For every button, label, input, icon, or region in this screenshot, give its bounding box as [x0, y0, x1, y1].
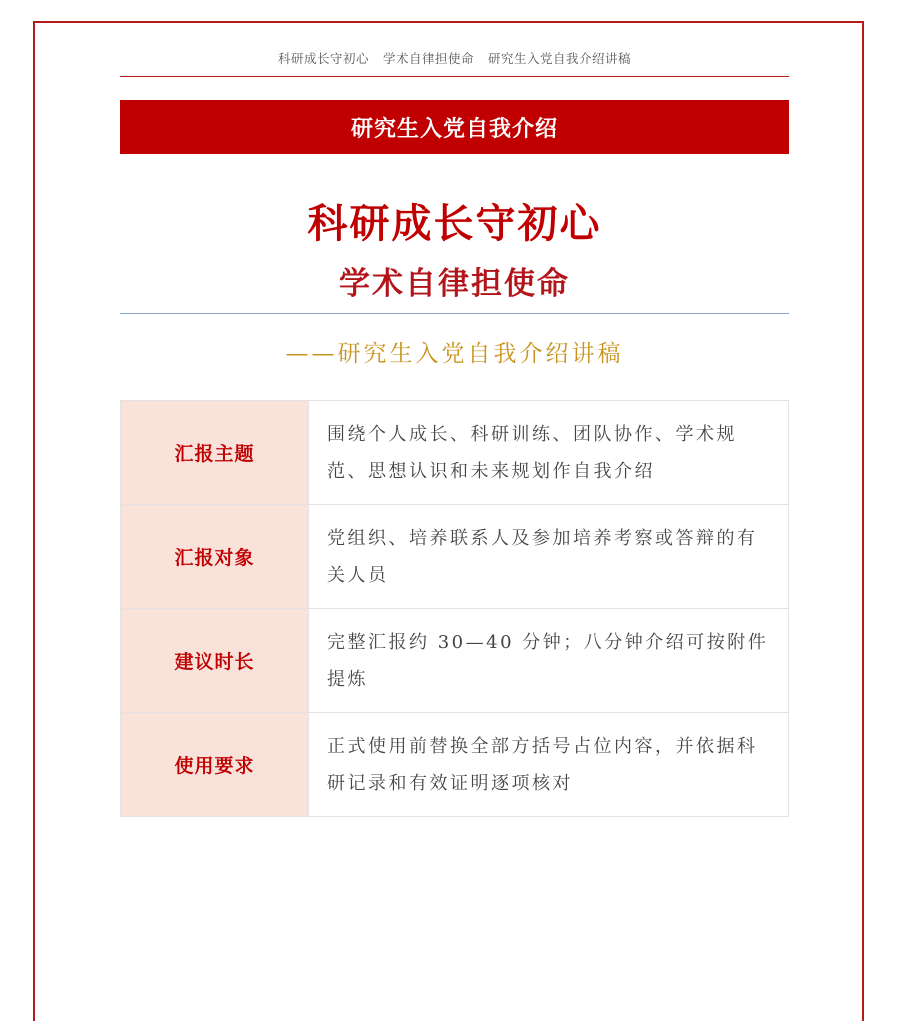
row-label: 建议时长	[121, 609, 309, 713]
info-table	[120, 400, 789, 817]
running-header-part: 科研成长守初心	[277, 51, 369, 66]
table-row	[121, 713, 789, 817]
row-label: 汇报主题	[121, 401, 309, 505]
row-label: 汇报对象	[121, 505, 309, 609]
row-value: 党组织、培养联系人及参加培养考察或答辩的有关人员	[309, 505, 789, 609]
banner-title: 研究生入党自我介绍	[350, 116, 558, 142]
main-title: 科研成长守初心	[307, 200, 602, 247]
header-divider	[120, 76, 789, 77]
running-header-part: 学术自律担使命	[382, 51, 474, 66]
running-header-part: 研究生入党自我介绍讲稿	[488, 51, 632, 66]
title-divider	[120, 313, 789, 314]
sub-title: 学术自律担使命	[339, 266, 570, 302]
title-banner	[120, 100, 789, 154]
row-value: 围绕个人成长、科研训练、团队协作、学术规范、思想认识和未来规划作自我介绍	[309, 401, 789, 505]
tagline: ——研究生入党自我介绍讲稿	[285, 341, 624, 367]
table-row	[121, 401, 789, 505]
row-value: 正式使用前替换全部方括号占位内容，并依据科研记录和有效证明逐项核对	[309, 713, 789, 817]
row-label: 使用要求	[121, 713, 309, 817]
row-value: 完整汇报约 30—40 分钟；八分钟介绍可按附件提炼	[309, 609, 789, 713]
table-row	[121, 609, 789, 713]
running-header	[120, 49, 789, 67]
table-row	[121, 505, 789, 609]
